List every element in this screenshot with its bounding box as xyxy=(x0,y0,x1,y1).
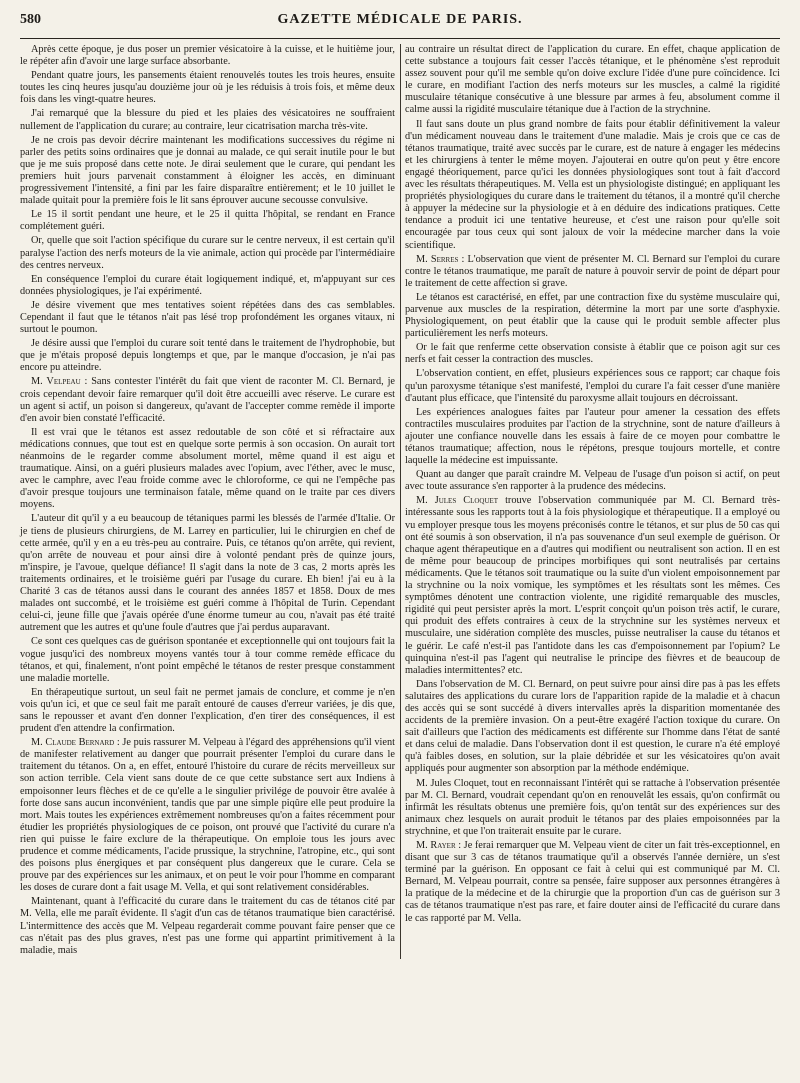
paragraph-text: : Sans contester l'intérêt du fait que vient de raconter M. Cl. Bernard, je crois cependant devoir faire remarquer qu'il doit être accueilli avec réserve. Le curare est un agent si actif, un poison si dangereux, qu'avant de l'accepter comme remède il importe d'en avoir bien constaté l'efficacité. xyxy=(20,376,395,424)
paragraph-text: Ce sont ces quelques cas de guérison spontanée et exceptionnelle qui ont toujours fait la vogue jusqu'ici des nombreux moyens vantés tour à tour comme remède efficace du tétanos, et qui, finalement, n'ont point empêché le tétanos de rester presque constamment une maladie mortelle. xyxy=(20,636,395,684)
columns xyxy=(20,44,780,959)
paragraph xyxy=(405,368,780,404)
paragraph xyxy=(405,495,780,676)
paragraph-text: Je ne crois pas devoir décrire maintenant les modifications successives du régime ni parler des petits soins ordinaires que je donnai au malade, ce qui serait inutile pour le but que je me suis proposé dans cette note. Je dirai seulement que le curare, qui pendant les premiers huit jours parvenait constamment à éloigner les accès, en diminuant progressivement l'intensité, a fini par les faire disparaître entièrement; et le 10 juillet le malade quitait pour la première fois le lit sans éprouver aucune secousse convulsive. xyxy=(20,134,395,207)
paragraph-text: : Je puis rassurer M. Velpeau à l'égard des appréhensions qu'il vient de manifester relativement au danger que pourrait présenter l'emploi du curare dans le traitement du tétanos. On a, en effet, entouré l'histoire du curare de récits merveilleux sur son action terrible. Cela vient sans doute de ce que cette substance sert aux Indiens à empoisonner leurs flèches et de ce qu'elle a le singulier privilége de pouvoir être avalée à forte dose sans aucun inconvénient, tandis que par une simple piqûre elle peut produire la mort. Mais toutes les expériences extrêmement nombreuses qu'on a faites récemment pour étudier les propriétés physiologiques de ce poison, ont prouvé que l'activité du curare n'a rien qui puisse le faire exclure de la thérapeutique. On emploie tous les jours avec prudence et comme médicaments, l'acide prussique, la strychnine, l'atropine, etc., qui sont des poisons plus énergiques et par conséquent plus dangereux que le curare. Cela se prouve par des expériences sur les animaux, et on peut le voir pour l'homme en comparant les doses de curare dont a fait usage M. Vella, et qui sont relativement considérables. xyxy=(20,737,395,894)
paragraph-text: Je désire vivement que mes tentatives soient répétées dans des cas semblables. Cependant il faut que le tétanos n'ait pas lésé trop profondément les organes vitaux, ni surtout le poumon. xyxy=(20,299,395,336)
paragraph xyxy=(405,44,780,117)
paragraph xyxy=(405,469,780,493)
journal-title: GAZETTE MÉDICALE DE PARIS. xyxy=(277,12,523,27)
paragraph xyxy=(405,119,780,252)
paragraph-text: trouve l'observation communiquée par M. Cl. Bernard très-intéressante sous les rapports tout à la fois physiologique et thérapeutique. Il a employé ou vu employer presque tous les moyens préconisés contre le tétanos, et sur plus de 50 cas qui ont été soumis à son observation, il n'a pas souvenance d'un seul exemple de guérison. Or chaque agent thérapeutique en a d'autres qui modifient ou neutralisent son action. Il en est de même pour beaucoup de principes morbifiques qui sont neutralisés par certains médicaments. Que le tétanos soit traumatique ou la suite d'un violent empoisonnement par la strychnine ou la noix vomique, les symptômes et les résultats sont les mêmes. Ces symptômes dénotent une contraction violente, une rigidité remarquable des muscles, rigidité qui peut persister après la mort. L'esprit conçoit qu'un poison très actif, le curare, qui produit des effets contraires à ceux de la strychnine sur les systèmes nerveux et musculaire, une sidération complète des muscles, puisse neutraliser la cause du tétanos et le guérir. Le café n'est-il pas l'antidote dans les cas d'empoisonnement par l'opium? Le quinquina n'est-il pas l'agent qui neutralise le principe des fièvres et de beaucoup de maladies intermittentes? etc. xyxy=(405,495,780,676)
speaker-name: M. Jules Cloquet xyxy=(416,495,499,507)
right-column xyxy=(405,44,780,959)
paragraph xyxy=(20,274,395,298)
paragraph xyxy=(20,44,395,68)
paragraph xyxy=(20,300,395,336)
paragraph xyxy=(405,292,780,340)
paragraph xyxy=(405,254,780,290)
paragraph xyxy=(20,513,395,634)
header-rule xyxy=(20,38,780,39)
paragraph xyxy=(20,687,395,735)
paragraph xyxy=(20,235,395,271)
paragraph-text: Dans l'observation de M. Cl. Bernard, on peut suivre pour ainsi dire pas à pas les effets salutaires des applications du curare lors de l'apparition rapide de la maladie et à chacun des accès qui se sont succédé à divers intervalles après la disparition momentanée des accidents de la première invasion. On a peut-être exagéré l'action toxique du curare. On sait d'ailleurs que l'action des médicaments est différente sur l'homme dans l'état de santé et dans celui de maladie. Dans l'observation dont il est question, le curare n'a été employé qu'à faibles doses, en solution, sur la plaie débridée et sur les vésicatoires qu'on avait appliqués pour augmenter son absorption par la méthode endémique. xyxy=(405,678,780,775)
masthead xyxy=(20,12,780,34)
paragraph xyxy=(20,376,395,424)
paragraph xyxy=(405,778,780,838)
paragraph xyxy=(20,427,395,512)
paragraph-text: Il est vrai que le tétanos est assez redoutable de son côté et si réfractaire aux médications connues, que tout est en quelque sorte permis à son occasion. On aurait tort néanmoins de le regarder comme absolument mortel, même quand il est aigu et traumatique. Ainsi, on a guéri plusieurs malades avec l'opium, avec l'éther, avec le musc, avec le camphre, avec l'eau froide comme avec le chloroforme, ce qui ne l'empêche pas d'avoir presque toujours une terminaison fatale, même quand on le traite par ces divers moyens. xyxy=(20,426,395,511)
paragraph-text: J'ai remarqué que la blessure du pied et les plaies des vésicatoires ne souffraient nullement de l'application du curare; au contraire, leur cicatrisation marcha très-vite. xyxy=(20,108,395,132)
speaker-name: M. Claude Bernard xyxy=(31,737,115,749)
paragraph-text: Pendant quatre jours, les pansements étaient renouvelés toutes les trois heures, ensuite toutes les cinq heures jusqu'au douzième jour où je les réduisis à trois fois, et même deux fois dans les vingt-quatre heures. xyxy=(20,70,395,106)
paragraph-text: Il faut sans doute un plus grand nombre de faits pour établir définitivement la valeur d'un médicament nouveau dans le traitement d'une maladie. Mais je crois que ce cas de tétanos traumatique, traité avec succès par le curare, est de nature à engager les médecins et les chirurgiens à tenter le même moyen. J'ajouterai en outre qu'on peut y être encore engagé théoriquement, parce qu'ici les données physiologiques sont tout à fait d'accord avec les résultats thérapeutiques. M. Vella est un physiologiste distingué; en appliquant les propriétés physiologiques du curare dans le traitement du tétanos, il a montré qu'il cherche à appuyer la médecine sur la physiologie et à en déduire des indications pratiques. Cette tendance a produit ici une tentative heureuse, et c'est une raison pour qu'elle soit encouragée par tous ceux qui sont jaloux de voir la médecine marcher dans la voie scientifique. xyxy=(405,118,780,251)
speaker-name: M. Rayer xyxy=(416,840,456,851)
paragraph-text: L'auteur dit qu'il y a eu beaucoup de tétaniques parmi les blessés de l'armée d'Italie. Or je tiens de plusieurs chirurgiens, de M. Larrey en particulier, lui le chirurgien en chef de cette armée, qu'il y en a eu très-peu au contraire. Puis, ce tétanos qu'on arrête, qui revient, qu'on arrête de nouveau et pour ainsi dire à volonté pendant près de quinze jours, m'inspire, je l'avoue, quelque défiance! Il s'agit dans la note de 3 cas, 2 morts après les traitements ordinaires, et le troisième guéri par l'usage du curare. Eh bien! j'ai eu à la Charité 3 cas de tétanos aussi dans le courant des années 1857 et 1858. Doux de mes malades ont succombé, et le troisième est guéri comme à l'hôpital de Turin. Cependant celui-ci, jeune fille que j'avais opérée d'une énorme tumeur au cou, n'avait pas été traité autrement que les autres et qu'une foule d'autres que j'ai perdus auparavant. xyxy=(20,513,395,634)
paragraph xyxy=(405,407,780,467)
paragraph xyxy=(20,896,395,956)
paragraph xyxy=(20,135,395,208)
paragraph xyxy=(20,636,395,684)
paragraph-text: Je désire aussi que l'emploi du curare soit tenté dans le traitement de l'hydrophobie, but que je m'étais proposé depuis longtemps et que, par le manque d'occasion, je n'ai pas encore pu atteindre. xyxy=(20,338,395,374)
paragraph xyxy=(405,679,780,776)
paragraph xyxy=(20,338,395,374)
paragraph-text: Quant au danger que paraît craindre M. Velpeau de l'usage d'un poison si actif, on peut avec toute assurance s'en rapporter à la prudence des médecins. xyxy=(405,469,780,493)
paragraph-text: En thérapeutique surtout, un seul fait ne permet jamais de conclure, et comme je n'en vois qu'un ici, et que ce seul fait me paraît entouré de causes d'erreur variées, je dis que, sans le repousser et avant d'en donner l'explication, d'en tirer des conséquences, il est prudent d'en attendre la confirmation. xyxy=(20,686,395,735)
paragraph xyxy=(20,209,395,233)
paragraph-text: : Je ferai remarquer que M. Velpeau vient de citer un fait très-exceptionnel, en disant que sur 3 cas de tétanos traumatique qu'il a observés l'année dernière, un s'est terminé par la guérison. En opposant ce fait à celui qui est communiqué par M. Cl. Bernard, M. Velpeau pourrait, contre sa pensée, faire supposer aux personnes étrangères à la pratique de la médecine et de la chirurgie que la proportion d'un cas de guérison sur 3 cas de tétanos traumatique n'est pas rare, et faire douter ainsi de l'efficacité du curare dans le cas rapporté par M. Vella. xyxy=(405,840,780,924)
paragraph xyxy=(20,737,395,894)
paragraph xyxy=(20,70,395,106)
left-column xyxy=(20,44,395,959)
speaker-name: M. Velpeau xyxy=(31,376,81,388)
paragraph-text: Les expériences analogues faites par l'auteur pour amener la cessation des effets contractiles musculaires produites par l'action de la strychnine, sont de nature d'ailleurs à ajouter une confiance nouvelle dans les essais à faire de ce moyen pour combattre le tétanos traumatique; affection, nous le répétons, presque toujours mortelle, et contre laquelle la médecine est impuissante. xyxy=(405,406,780,467)
paragraph-text: Après cette époque, je dus poser un premier vésicatoire à la cuisse, et le huitième jour, le répéter afin d'avoir une large surface absorbante. xyxy=(20,44,395,68)
paragraph-text: : L'observation que vient de présenter M. Cl. Bernard sur l'emploi du curare contre le tétanos traumatique, me paraît de nature à pouvoir servir de point de départ pour le traitement de cette affection si grave. xyxy=(405,253,780,289)
paragraph-text: Maintenant, quant à l'efficacité du curare dans le traitement du cas de tétanos cité par M. Vella, elle me paraît évidente. Il s'agit d'un cas de tétanos traumatique bien caractérisé. L'intermittence des accès que M. Velpeau regarderait comme pouvant faire penser que ce cas n'était pas des plus graves, n'est pas une forme qui appartint primitivement à la maladie, mais xyxy=(20,896,395,956)
paragraph xyxy=(405,840,780,925)
paragraph-text: Le 15 il sortit pendant une heure, et le 25 il quitta l'hôpital, se rendant en France complétement guéri. xyxy=(20,209,395,233)
paragraph-text: Or le fait que renferme cette observation consiste à établir que ce poison agit sur ces nerfs et fait cesser la contraction des muscles. xyxy=(405,342,780,366)
paragraph-text: au contraire un résultat direct de l'application du curare. En effet, chaque application de cette substance a toujours fait cesser l'accès tétanique, et le phénomène s'est reproduit assez souvent pour qu'il me semble qu'on doive exclure l'idée d'une pure coïncidence. Ici le curare, en modifiant l'action des nerfs moteurs sur les muscles, a calmé la rigidité musculaire tétanique consécutive à une blessure par armes à feu, absolument comme il calme aussi la rigidité musculaire tétanique due à l'action de la strychnine. xyxy=(405,44,780,116)
paragraph-text: En conséquence l'emploi du curare était logiquement indiqué, et, m'appuyant sur ces données physiologiques, je l'ai expérimenté. xyxy=(20,273,395,297)
page-number: 580 xyxy=(20,12,41,27)
paragraph-text: M. Jules Cloquet, tout en reconnaissant l'intérêt qui se rattache à l'observation présentée par M. Cl. Bernard, voudrait cependant qu'on en renouvelât les essais, qu'on confirmât ou infirmât les résultats obtenus une première fois, qu'on tentât sur des expériences sur des animaux chez lesquels on aurait produit le tétanos par des plaies empoisonnées par la strychnine, et que l'on traiterait ensuite par le curare. xyxy=(405,777,780,837)
speaker-name: M. Serres xyxy=(416,253,459,265)
column-divider xyxy=(400,44,401,959)
paragraph-text: L'observation contient, en effet, plusieurs expériences sous ce rapport; car chaque fois qu'un paroxysme tétanique s'est manifesté, l'emploi du curare l'a fait cesser d'une manière d'autant plus efficace, que l'intensité du paroxysme allait toujours en décroissant. xyxy=(405,368,780,404)
paragraph xyxy=(405,342,780,366)
paragraph-text: Le tétanos est caractérisé, en effet, par une contraction fixe du système musculaire qui, parvenue aux muscles de la respiration, détermine la mort par une sorte d'asphyxie. Physiologiquement, on peut établir que la cause qui le produit semble affecter plus particulièrement les nerfs moteurs. xyxy=(405,291,780,340)
paragraph-text: Or, quelle que soit l'action spécifique du curare sur le centre nerveux, il est certain qu'il paralyse l'action des nerfs moteurs de la vie animale, action qui procède par l'intermédiaire des centres nerveux. xyxy=(20,235,395,271)
paragraph xyxy=(20,108,395,132)
